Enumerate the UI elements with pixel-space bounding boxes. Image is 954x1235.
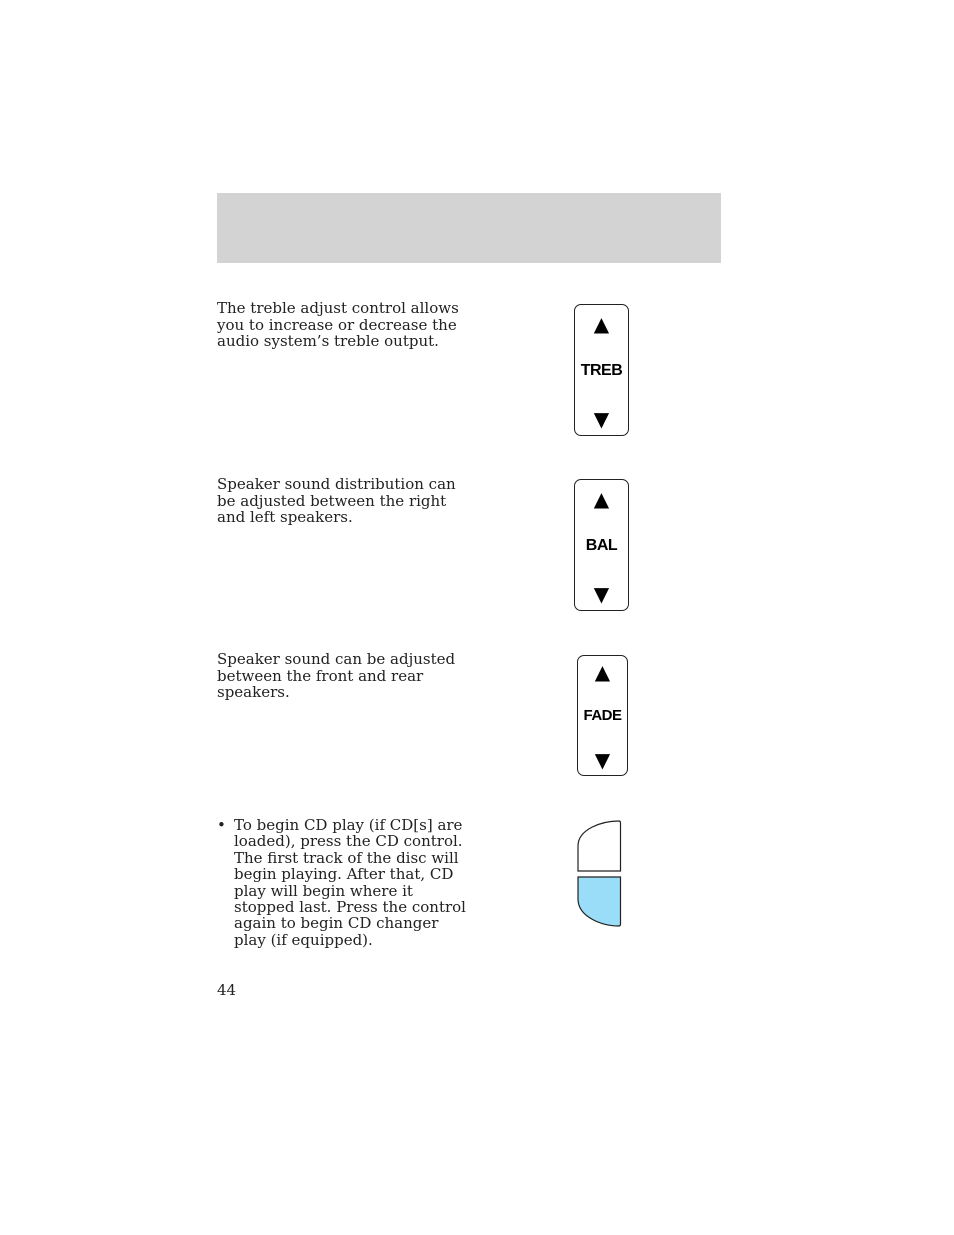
section-header-band	[217, 193, 721, 263]
treble-control[interactable]	[574, 304, 629, 436]
treble-label: TREB	[580, 362, 623, 379]
balance-control[interactable]	[574, 479, 629, 611]
balance-description: Speaker sound distribution can be adjusted between the right and left speakers.	[217, 475, 456, 526]
fade-control[interactable]	[577, 655, 628, 776]
cd-control-bottom-half[interactable]	[578, 877, 621, 926]
fade-down-icon[interactable]: ▼	[594, 748, 611, 772]
treble-down-icon[interactable]: ▼	[593, 407, 610, 431]
cd-control-illustration[interactable]	[572, 815, 626, 931]
balance-down-icon[interactable]: ▼	[593, 582, 610, 606]
fade-label: FADE	[583, 707, 622, 724]
balance-up-icon[interactable]: ▲	[593, 487, 610, 511]
treble-description: The treble adjust control allows you to increase or decrease the audio system’s treble output.	[217, 299, 459, 350]
page-number: 44	[217, 981, 237, 999]
treble-up-icon[interactable]: ▲	[593, 312, 610, 336]
cd-control-top-half[interactable]	[578, 821, 621, 871]
cd-instruction-text: To begin CD play (if CD[s] are loaded), press the CD control. The first track of the disc will begin playing. After that, CD play will begin where it stopped last. Press the control again to begin CD changer play (if equipped).	[234, 816, 466, 949]
fade-up-icon[interactable]: ▲	[594, 660, 611, 684]
balance-label: BAL	[585, 537, 618, 554]
cd-instruction-bullet	[217, 817, 472, 948]
bullet-dot: •	[217, 816, 226, 834]
fade-description: Speaker sound can be adjusted between the front and rear speakers.	[217, 650, 456, 701]
